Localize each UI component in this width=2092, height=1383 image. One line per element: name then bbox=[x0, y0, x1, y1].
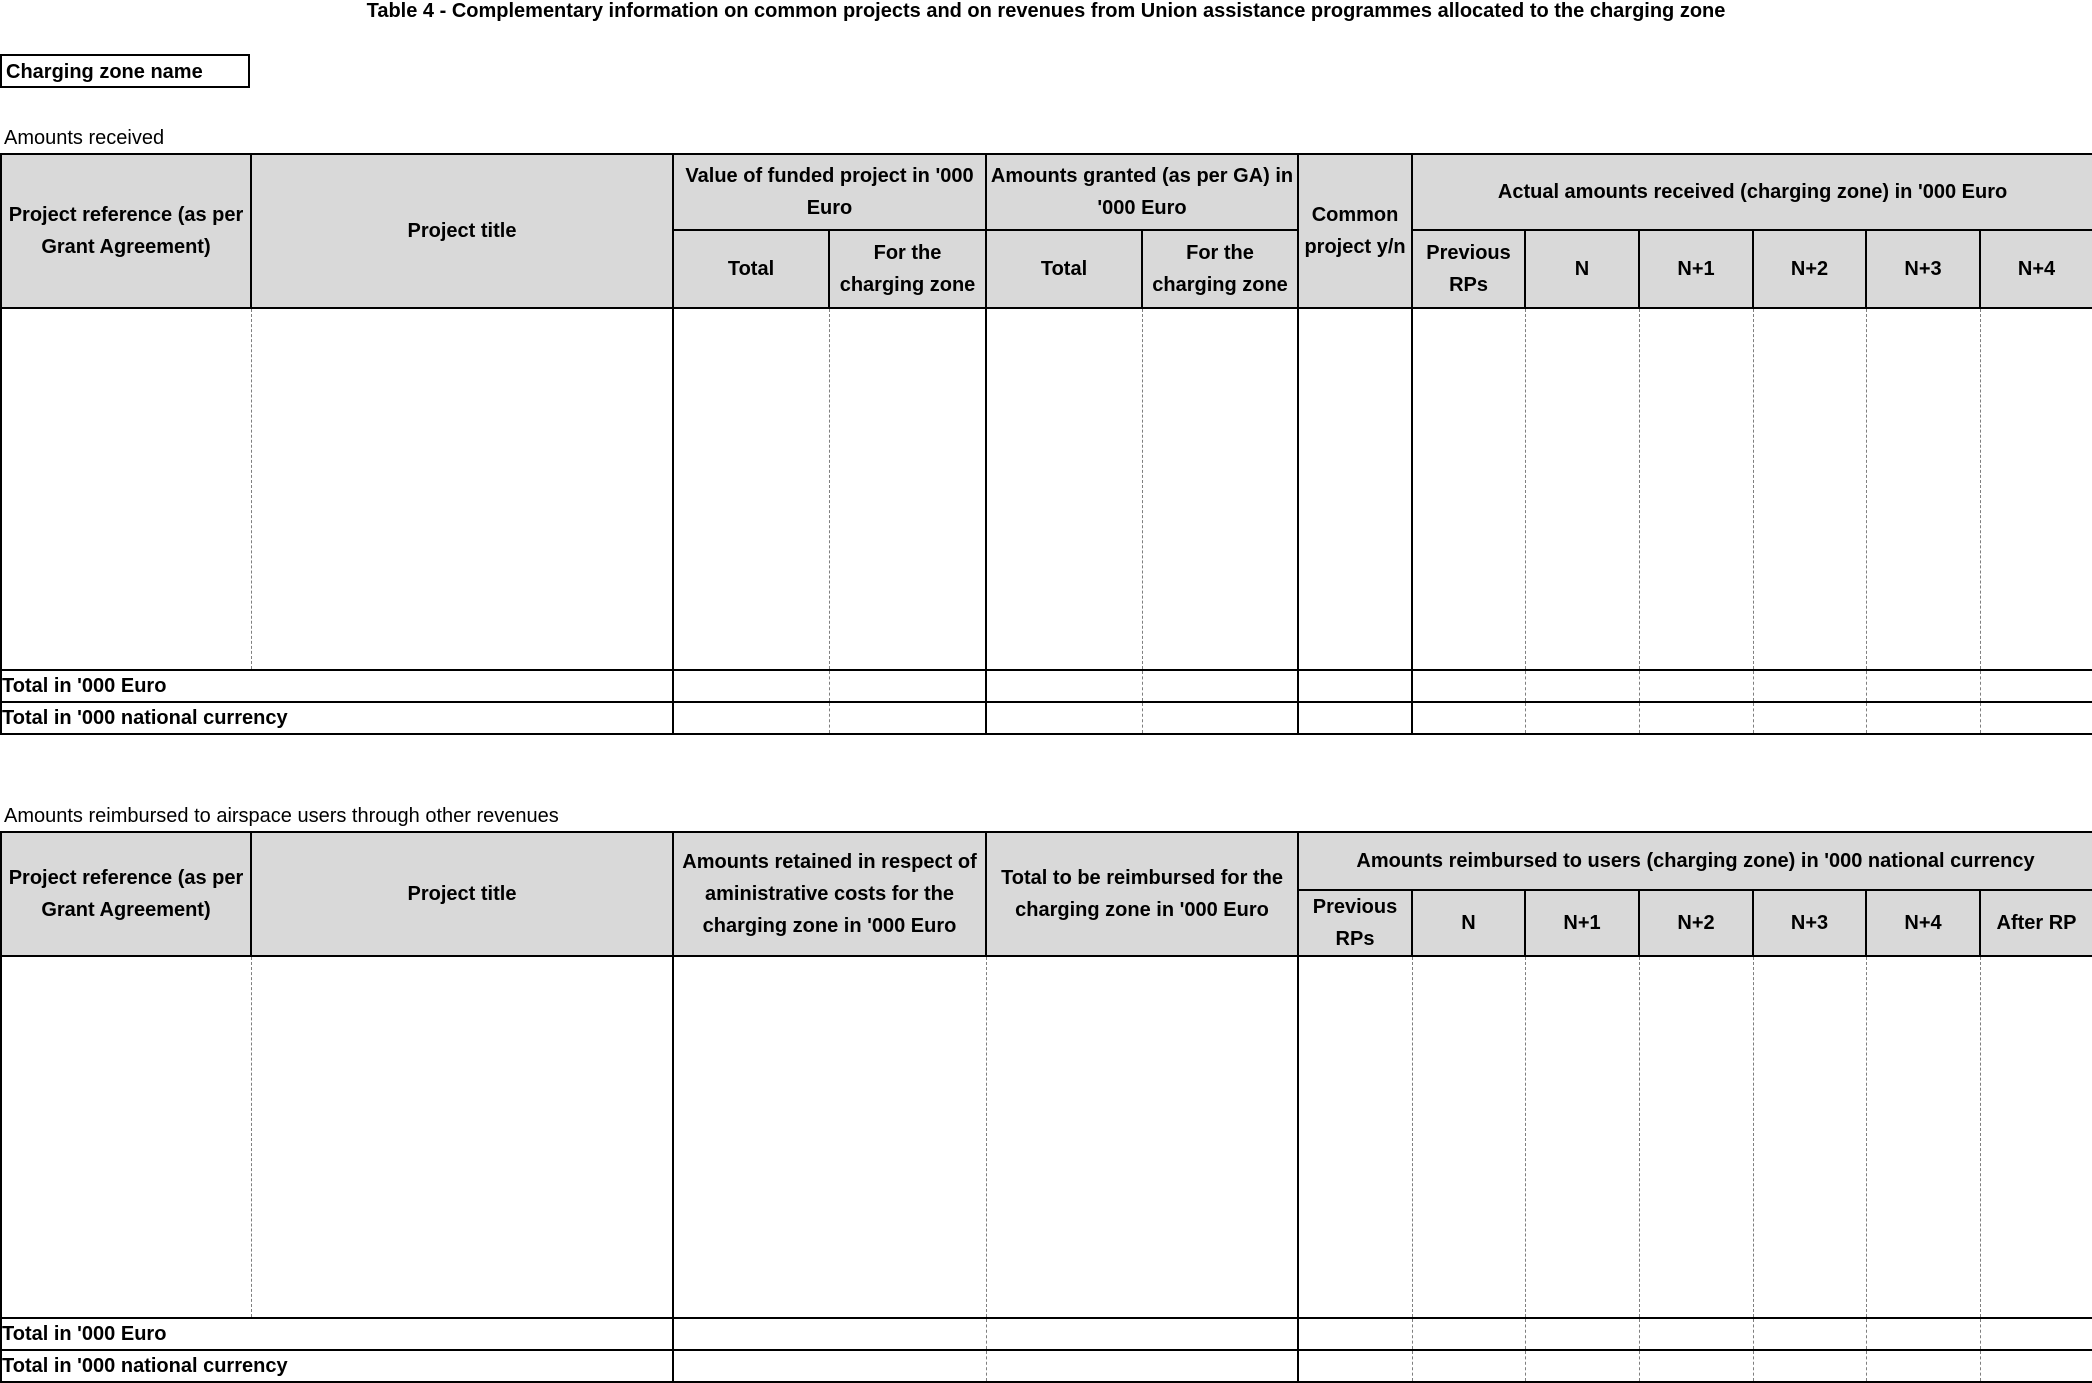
header-value-for-zone: For the charging zone bbox=[829, 230, 986, 308]
input-cell[interactable] bbox=[1639, 1318, 1753, 1350]
input-cell[interactable] bbox=[251, 308, 673, 670]
header-common-project: Common project y/n bbox=[1298, 154, 1412, 308]
amounts-received-caption: Amounts received bbox=[4, 127, 165, 149]
amounts-received-table bbox=[0, 153, 2092, 735]
total-euro-label: Total in '000 Euro bbox=[1, 670, 673, 702]
input-cell[interactable] bbox=[1525, 956, 1639, 1318]
input-cell[interactable] bbox=[1866, 702, 1980, 734]
header-granted-for-zone: For the charging zone bbox=[1142, 230, 1298, 308]
header-amounts-granted: Amounts granted (as per GA) in '000 Euro bbox=[986, 154, 1298, 230]
input-cell[interactable] bbox=[1525, 308, 1639, 670]
input-cell[interactable] bbox=[1980, 702, 2092, 734]
input-cell[interactable] bbox=[829, 702, 986, 734]
input-cell[interactable] bbox=[251, 956, 673, 1318]
input-cell[interactable] bbox=[1639, 670, 1753, 702]
input-cell[interactable] bbox=[1525, 702, 1639, 734]
input-cell[interactable] bbox=[1525, 1350, 1639, 1382]
header-project-title: Project title bbox=[251, 154, 673, 308]
input-cell[interactable] bbox=[673, 308, 829, 670]
total-national-currency-label: Total in '000 national currency bbox=[1, 1350, 673, 1382]
header-year-n: N bbox=[1525, 230, 1639, 308]
input-cell[interactable] bbox=[986, 1350, 1298, 1382]
input-cell[interactable] bbox=[1142, 702, 1298, 734]
input-cell[interactable] bbox=[986, 308, 1142, 670]
input-cell[interactable] bbox=[1753, 308, 1866, 670]
input-cell[interactable] bbox=[673, 702, 829, 734]
amounts-reimbursed-caption: Amounts reimbursed to airspace users through other revenues bbox=[4, 805, 559, 827]
input-cell[interactable] bbox=[1753, 1350, 1866, 1382]
header-year-previous-rps: Previous RPs bbox=[1412, 230, 1525, 308]
input-cell[interactable] bbox=[1298, 702, 1412, 734]
header-year-n3: N+3 bbox=[1866, 230, 1980, 308]
input-cell[interactable] bbox=[1298, 1350, 1412, 1382]
input-cell[interactable] bbox=[1412, 1350, 1525, 1382]
input-cell[interactable] bbox=[1, 956, 251, 1318]
input-cell[interactable] bbox=[829, 308, 986, 670]
input-cell[interactable] bbox=[1412, 670, 1525, 702]
header-project-reference: Project reference (as per Grant Agreement) bbox=[1, 832, 251, 956]
header-year-n3: N+3 bbox=[1753, 890, 1866, 956]
input-cell[interactable] bbox=[1298, 1318, 1412, 1350]
input-cell[interactable] bbox=[1639, 308, 1753, 670]
input-cell[interactable] bbox=[1412, 956, 1525, 1318]
table-row bbox=[1, 670, 2092, 702]
input-cell[interactable] bbox=[1866, 956, 1980, 1318]
header-value-funded-project: Value of funded project in '000 Euro bbox=[673, 154, 986, 230]
input-cell[interactable] bbox=[673, 956, 986, 1318]
input-cell[interactable] bbox=[986, 956, 1298, 1318]
input-cell[interactable] bbox=[829, 670, 986, 702]
header-total-to-reimburse: Total to be reimbursed for the charging zone in '000 Euro bbox=[986, 832, 1298, 956]
input-cell[interactable] bbox=[986, 1318, 1298, 1350]
charging-zone-name-field[interactable] bbox=[0, 54, 250, 88]
input-cell[interactable] bbox=[1142, 670, 1298, 702]
input-cell[interactable] bbox=[1980, 670, 2092, 702]
header-actual-amounts-received: Actual amounts received (charging zone) in '000 Euro bbox=[1412, 154, 2092, 230]
input-cell[interactable] bbox=[1980, 1350, 2092, 1382]
input-cell[interactable] bbox=[1298, 308, 1412, 670]
header-amounts-retained: Amounts retained in respect of aministrative costs for the charging zone in '000 Euro bbox=[673, 832, 986, 956]
input-cell[interactable] bbox=[1980, 956, 2092, 1318]
header-amounts-reimbursed: Amounts reimbursed to users (charging zone) in '000 national currency bbox=[1298, 832, 2092, 890]
input-cell[interactable] bbox=[1142, 308, 1298, 670]
amounts-reimbursed-table bbox=[0, 831, 2092, 1383]
header-year-after-rp: After RP bbox=[1980, 890, 2092, 956]
input-cell[interactable] bbox=[1753, 1318, 1866, 1350]
header-year-n4: N+4 bbox=[1866, 890, 1980, 956]
table-row bbox=[1, 308, 2092, 670]
input-cell[interactable] bbox=[1, 308, 251, 670]
header-year-n: N bbox=[1412, 890, 1525, 956]
header-year-previous-rps: Previous RPs bbox=[1298, 890, 1412, 956]
input-cell[interactable] bbox=[986, 702, 1142, 734]
table-row bbox=[1, 956, 2092, 1318]
header-year-n4: N+4 bbox=[1980, 230, 2092, 308]
input-cell[interactable] bbox=[1866, 1318, 1980, 1350]
header-value-total: Total bbox=[673, 230, 829, 308]
total-national-currency-label: Total in '000 national currency bbox=[1, 702, 673, 734]
page-title: Table 4 - Complementary information on common projects and on revenues from Union assistance programmes allocated to the charging zone bbox=[366, 0, 1726, 22]
input-cell[interactable] bbox=[1298, 956, 1412, 1318]
input-cell[interactable] bbox=[673, 1318, 986, 1350]
header-project-title: Project title bbox=[251, 832, 673, 956]
input-cell[interactable] bbox=[1525, 1318, 1639, 1350]
input-cell[interactable] bbox=[1298, 670, 1412, 702]
table-row bbox=[1, 1318, 2092, 1350]
table-row bbox=[1, 702, 2092, 734]
input-cell[interactable] bbox=[1866, 1350, 1980, 1382]
header-year-n2: N+2 bbox=[1753, 230, 1866, 308]
input-cell[interactable] bbox=[1753, 702, 1866, 734]
input-cell[interactable] bbox=[1639, 1350, 1753, 1382]
input-cell[interactable] bbox=[1753, 670, 1866, 702]
input-cell[interactable] bbox=[1639, 702, 1753, 734]
header-year-n2: N+2 bbox=[1639, 890, 1753, 956]
header-granted-total: Total bbox=[986, 230, 1142, 308]
input-cell[interactable] bbox=[1412, 308, 1525, 670]
input-cell[interactable] bbox=[1525, 670, 1639, 702]
input-cell[interactable] bbox=[1866, 308, 1980, 670]
total-euro-label: Total in '000 Euro bbox=[1, 1318, 673, 1350]
input-cell[interactable] bbox=[1866, 670, 1980, 702]
header-year-n1: N+1 bbox=[1525, 890, 1639, 956]
input-cell[interactable] bbox=[1412, 702, 1525, 734]
charging-zone-name-label: Charging zone name bbox=[6, 61, 203, 83]
table-row bbox=[1, 1350, 2092, 1382]
input-cell[interactable] bbox=[673, 1350, 986, 1382]
input-cell[interactable] bbox=[1639, 956, 1753, 1318]
input-cell[interactable] bbox=[673, 670, 829, 702]
input-cell[interactable] bbox=[1980, 308, 2092, 670]
header-year-n1: N+1 bbox=[1639, 230, 1753, 308]
input-cell[interactable] bbox=[1412, 1318, 1525, 1350]
header-project-reference: Project reference (as per Grant Agreement) bbox=[1, 154, 251, 308]
input-cell[interactable] bbox=[986, 670, 1142, 702]
input-cell[interactable] bbox=[1753, 956, 1866, 1318]
input-cell[interactable] bbox=[1980, 1318, 2092, 1350]
